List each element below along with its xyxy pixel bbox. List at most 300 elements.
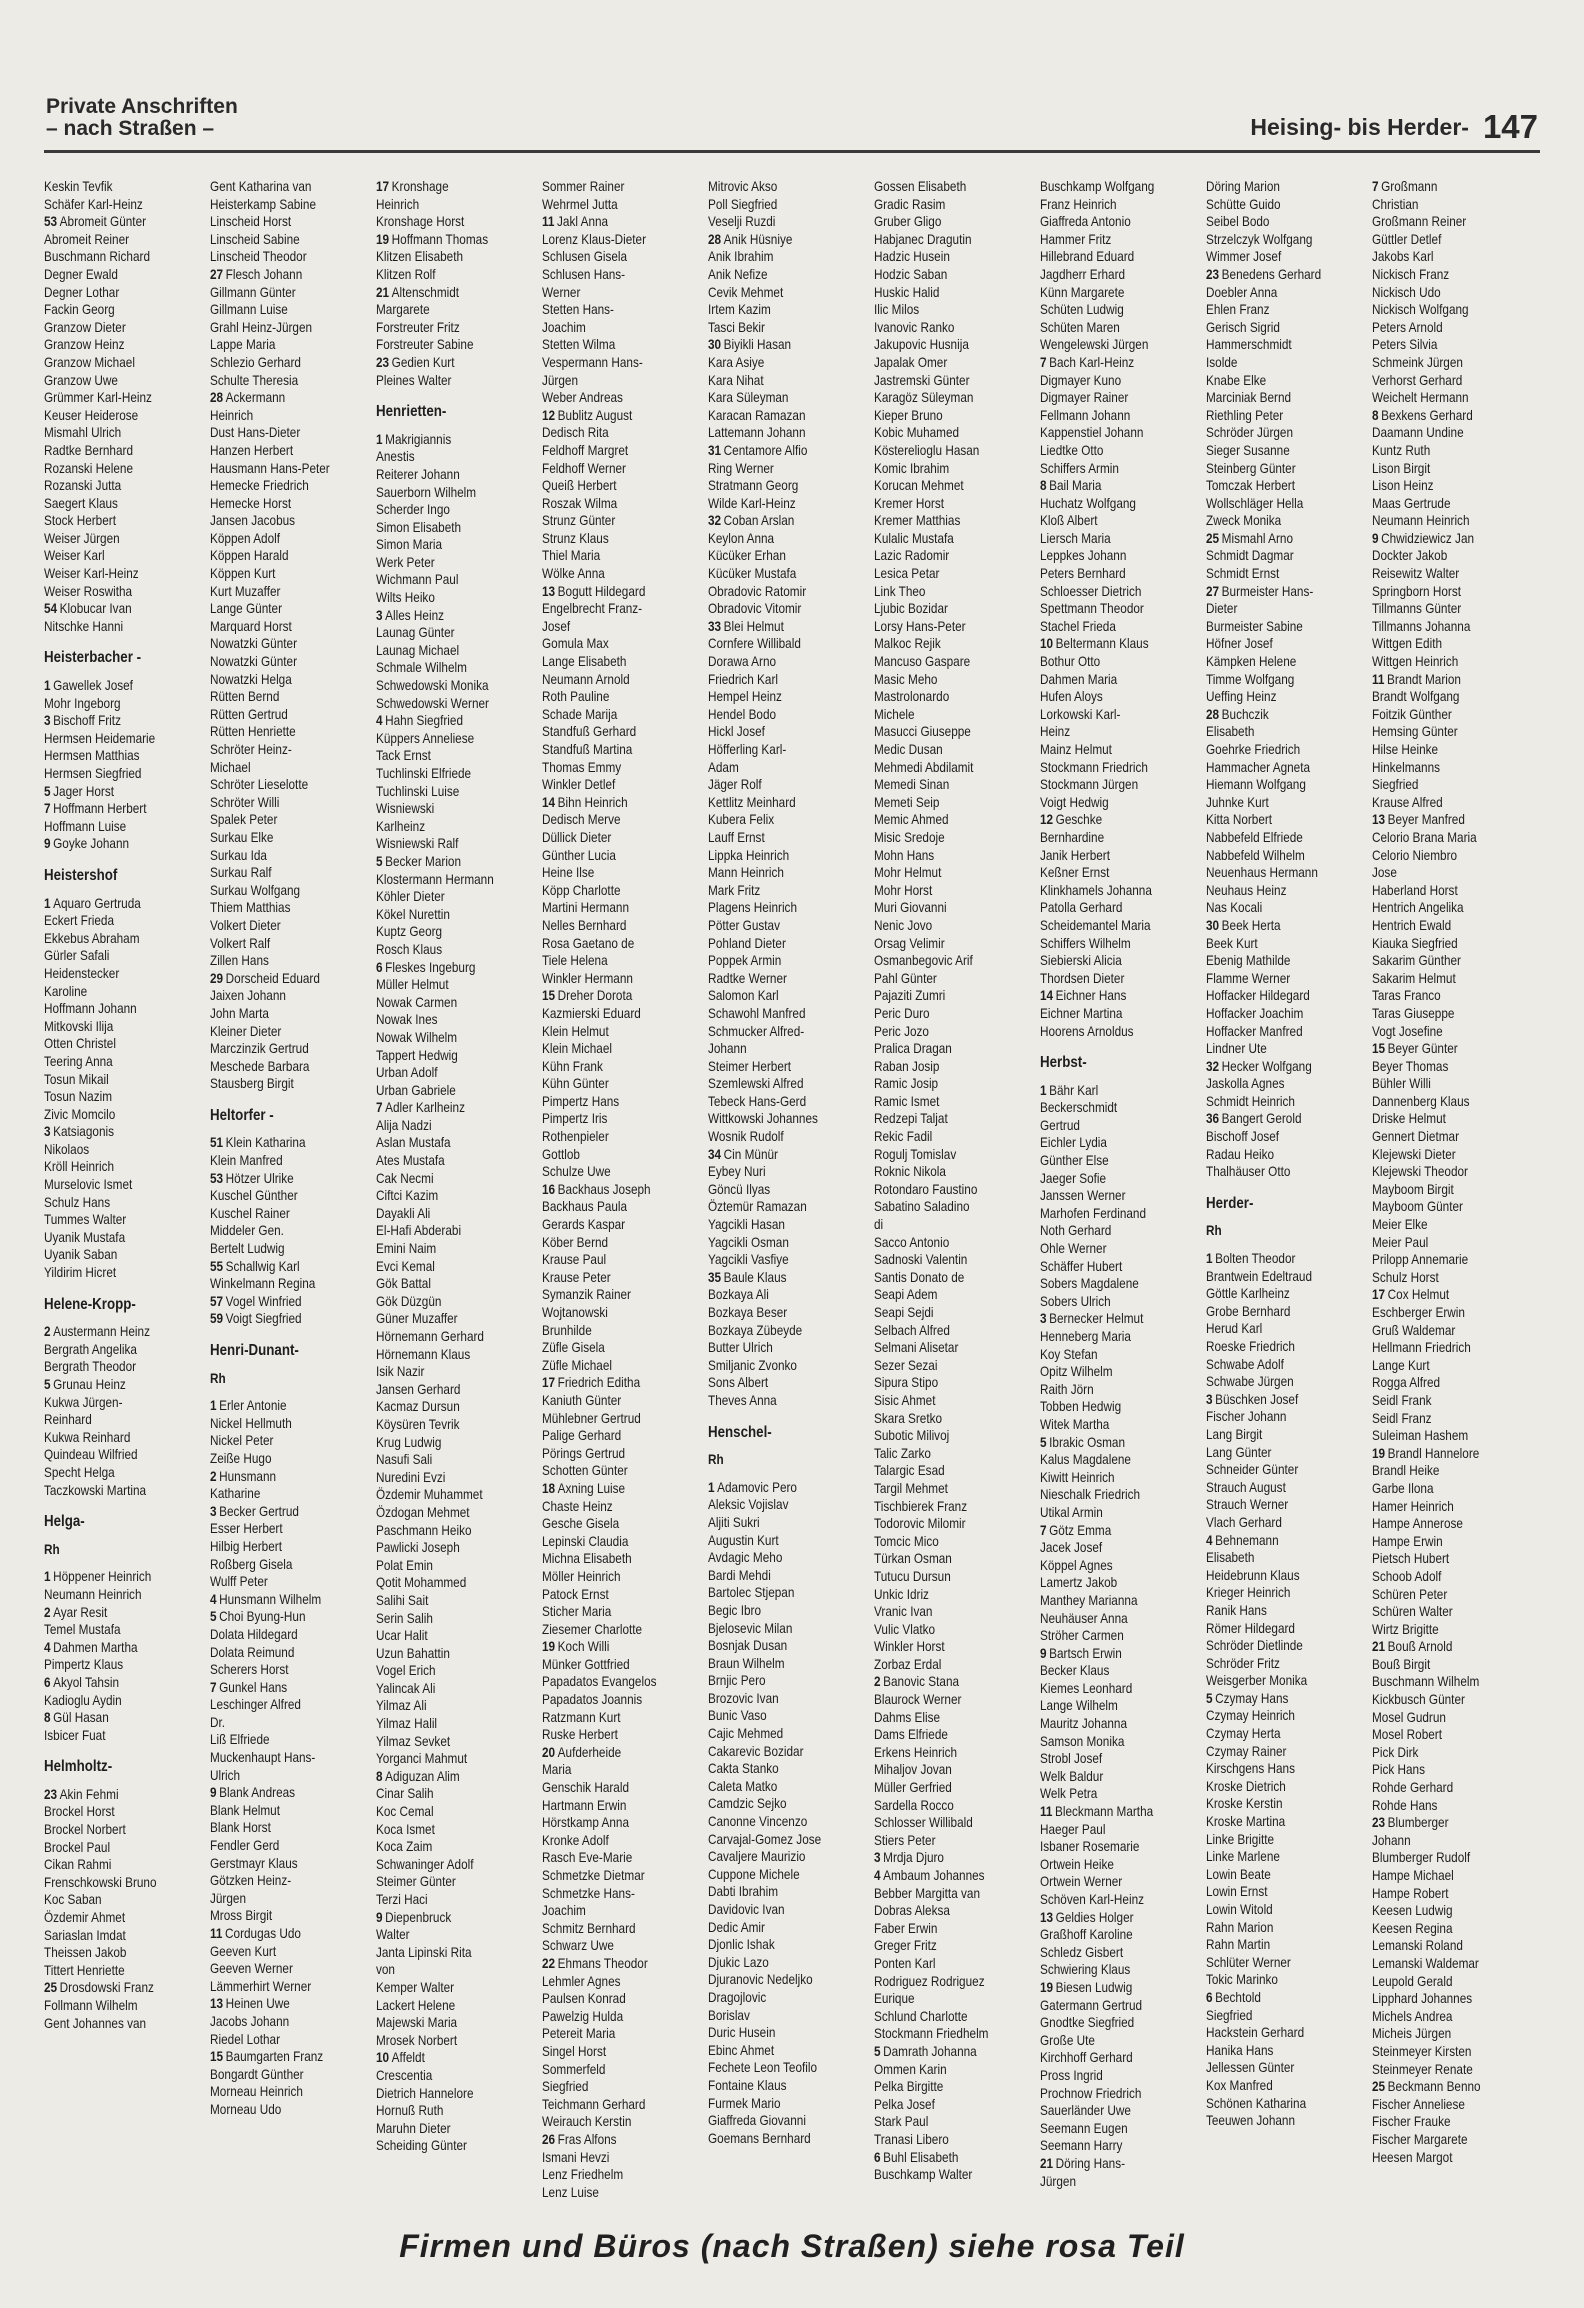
resident-entry [1372, 1709, 1513, 1727]
resident-name: John Marta [210, 1005, 269, 1021]
resident-entry [1206, 442, 1347, 460]
resident-name: Ibrakic Osman [1049, 1434, 1126, 1450]
resident-name: Hoorens Arnoldus [1040, 1023, 1134, 1039]
resident-entry [1040, 1293, 1181, 1311]
house-number: 4 [874, 1868, 881, 1883]
resident-entry [708, 407, 849, 425]
resident-name: Roth Pauline [542, 689, 610, 705]
resident-entry [874, 1128, 1015, 1146]
resident-name: Knabe Elke [1206, 372, 1267, 388]
resident-name: Friedrich Karl [708, 671, 778, 687]
resident-entry [874, 987, 1015, 1005]
resident-entry [1206, 970, 1347, 988]
resident-name: Cakta Stanko [708, 1761, 779, 1777]
resident-name: Brnjic Pero [708, 1673, 766, 1689]
resident-entry [1206, 1023, 1347, 1041]
resident-entry [210, 917, 351, 935]
resident-entry [44, 2015, 185, 2033]
resident-name: Feldhoff Werner [542, 460, 626, 476]
resident-name: Witek Martha [1040, 1416, 1110, 1432]
resident-entry [708, 847, 849, 865]
resident-entry [542, 1638, 683, 1656]
resident-entry [874, 2166, 1015, 2184]
resident-entry [708, 723, 849, 741]
resident-name: Juhnke Kurt [1206, 794, 1269, 810]
column-1 [44, 178, 185, 2202]
resident-entry [542, 864, 683, 882]
resident-name: Lorkowski Karl- [1040, 706, 1121, 722]
resident-entry [376, 1645, 517, 1663]
resident-name: Uzun Bahattin [376, 1645, 450, 1661]
resident-entry [1206, 1743, 1347, 1761]
resident-entry [1040, 688, 1181, 706]
resident-entry [708, 2095, 849, 2113]
resident-entry [874, 1374, 1015, 1392]
resident-name: Höppener Heinrich [53, 1569, 152, 1585]
house-number: 25 [44, 1980, 58, 1996]
resident-entry [1206, 336, 1347, 354]
resident-entry [874, 1832, 1015, 1850]
resident-entry [1040, 1275, 1181, 1293]
resident-entry [874, 794, 1015, 812]
resident-entry [1040, 618, 1181, 636]
house-number: 4 [1206, 1532, 1213, 1548]
resident-entry [542, 1269, 683, 1287]
resident-name: Tillmanns Günter [1372, 601, 1462, 617]
resident-entry [44, 1621, 185, 1639]
resident-entry [874, 741, 1015, 759]
resident-entry [376, 1522, 517, 1540]
resident-name: Wilts Heiko [376, 590, 435, 606]
resident-entry [708, 1602, 849, 1620]
resident-name: Maas Gertrude [1372, 495, 1451, 511]
resident-name: Seemann Eugen [1040, 2120, 1128, 2136]
resident-entry [1206, 1655, 1347, 1673]
resident-entry [1040, 1715, 1181, 1733]
resident-entry [874, 565, 1015, 583]
resident-name: Joachim [542, 319, 586, 335]
resident-name: Emini Naim [376, 1241, 437, 1257]
resident-entry [376, 1803, 517, 1821]
resident-name: Herud Karl [1206, 1321, 1263, 1337]
resident-name: Sobers Ulrich [1040, 1293, 1111, 1309]
resident-name: Hunsmann [219, 1468, 277, 1484]
resident-entry [376, 266, 517, 284]
resident-entry [874, 1322, 1015, 1340]
resident-entry [44, 1141, 185, 1159]
resident-entry [376, 1240, 517, 1258]
resident-entry [1040, 1680, 1181, 1698]
house-number: 13 [1040, 1909, 1054, 1925]
resident-entry [708, 1093, 849, 1111]
house-number: 5 [44, 783, 51, 799]
resident-name: Küppers Anneliese [376, 730, 475, 746]
resident-name: Nickisch Franz [1372, 266, 1450, 282]
resident-name: Timme Wolfgang [1206, 671, 1295, 687]
resident-entry [1206, 741, 1347, 759]
resident-entry [44, 477, 185, 495]
resident-name: Prilopp Annemarie [1372, 1252, 1469, 1268]
resident-entry [874, 1673, 1015, 1691]
resident-name: Meier Paul [1372, 1234, 1429, 1250]
resident-entry [1206, 1831, 1347, 1849]
resident-name: Buchczik [1221, 706, 1269, 722]
house-number: 14 [1040, 988, 1054, 1004]
resident-name: Camdzic Sejko [708, 1796, 787, 1812]
resident-entry [376, 589, 517, 607]
resident-name: Granzow Uwe [44, 372, 118, 388]
resident-entry [874, 829, 1015, 847]
resident-entry [210, 1485, 351, 1503]
resident-name: Kuntz Ruth [1372, 442, 1431, 458]
resident-entry [1040, 248, 1181, 266]
street-heading: Helga- [44, 1513, 85, 1531]
resident-name: Bischoff Fritz [53, 713, 121, 729]
resident-entry [44, 1727, 185, 1745]
resident-name: Welk Baldur [1040, 1768, 1104, 1784]
resident-name: Ohle Werner [1040, 1241, 1107, 1257]
resident-name: Strunz Klaus [542, 530, 609, 546]
resident-entry [1372, 407, 1513, 425]
resident-name: Krug Ludwig [376, 1434, 442, 1450]
resident-entry [542, 741, 683, 759]
resident-name: Gerards Kaspar [542, 1217, 626, 1233]
resident-entry [1040, 196, 1181, 214]
resident-name: Fras Alfons [557, 2131, 617, 2147]
resident-entry [874, 671, 1015, 689]
resident-name: Weiser Karl [44, 548, 105, 564]
resident-name: Blumberger [1387, 1815, 1449, 1831]
house-number: 11 [1372, 671, 1385, 687]
resident-entry [708, 1866, 849, 1884]
resident-entry [44, 547, 185, 565]
resident-name: Hermsen Heidemarie [44, 730, 156, 746]
resident-name: Köysüren Tevrik [376, 1416, 460, 1432]
resident-entry [708, 952, 849, 970]
resident-entry [708, 354, 849, 372]
resident-entry [708, 424, 849, 442]
resident-name: Terzi Haci [376, 1892, 428, 1907]
resident-name: Gottlob [542, 1146, 580, 1162]
resident-name: Nickel Peter [210, 1433, 274, 1449]
resident-entry [1372, 442, 1513, 460]
resident-name: Bunic Vaso [708, 1708, 767, 1724]
resident-name: Burmeister Sabine [1206, 618, 1303, 634]
resident-name: Kiwitt Heinrich [1040, 1469, 1115, 1485]
resident-name: Mohr Horst [874, 882, 933, 898]
resident-entry [1040, 2137, 1181, 2155]
resident-entry [210, 1995, 351, 2013]
resident-name: Stiers Peter [874, 1832, 936, 1848]
resident-name: Garbe Ilona [1372, 1480, 1434, 1496]
resident-entry [542, 442, 683, 460]
resident-name: Jellessen Günter [1206, 2060, 1295, 2076]
house-number: 28 [210, 390, 224, 406]
resident-entry [44, 1246, 185, 1264]
resident-name: Tutucu Dursun [874, 1568, 951, 1584]
resident-entry [376, 484, 517, 502]
resident-entry [1372, 336, 1513, 354]
resident-entry [44, 1997, 185, 2015]
resident-name: Scherers Horst [210, 1662, 289, 1678]
resident-name: Kappenstiel Johann [1040, 425, 1144, 441]
resident-name: Unkic Idriz [874, 1586, 929, 1602]
resident-entry [44, 1341, 185, 1359]
resident-entry [44, 319, 185, 337]
house-number: 21 [1040, 2155, 1054, 2171]
resident-entry [1372, 1990, 1513, 2008]
resident-entry [542, 1410, 683, 1428]
resident-entry [1040, 2085, 1181, 2103]
resident-name: Seibel Bodo [1206, 214, 1270, 230]
resident-name: Heesen Margot [1372, 2149, 1453, 2165]
resident-name: Selbach Alfred [874, 1322, 950, 1338]
resident-entry [708, 1023, 849, 1041]
resident-entry [210, 1837, 351, 1855]
resident-entry [1206, 1883, 1347, 1901]
resident-name: Schledz Gisbert [1040, 1944, 1124, 1960]
resident-name: Thordsen Dieter [1040, 970, 1125, 986]
resident-entry [1372, 1691, 1513, 1709]
resident-entry [874, 1234, 1015, 1252]
resident-entry [1372, 1427, 1513, 1445]
resident-entry [542, 1023, 683, 1041]
resident-name: Gnodtke Siegfried [1040, 2015, 1135, 2031]
resident-name: Mark Fritz [708, 882, 761, 898]
resident-entry [44, 965, 185, 983]
resident-name: Wosnik Rudolf [708, 1129, 784, 1145]
resident-entry [874, 776, 1015, 794]
resident-entry [1206, 1672, 1347, 1690]
resident-entry [376, 1539, 517, 1557]
house-number: 7 [210, 1679, 217, 1695]
resident-name: Steinmeyer Renate [1372, 2061, 1473, 2077]
resident-entry [44, 1000, 185, 1018]
resident-entry [708, 1304, 849, 1322]
resident-name: di [874, 1217, 884, 1233]
house-number: 2 [874, 1674, 881, 1690]
resident-name: Masucci Giuseppe [874, 724, 971, 740]
resident-name: Hoffmann Thomas [391, 231, 489, 247]
resident-entry [1040, 1873, 1181, 1891]
resident-name: Cajic Mehmed [708, 1726, 784, 1742]
resident-name: Wengelewski Jürgen [1040, 337, 1149, 353]
resident-name: Geeven Kurt [210, 1943, 277, 1959]
resident-name: Blaurock Werner [874, 1692, 962, 1708]
resident-entry [44, 1411, 185, 1429]
resident-entry [708, 1251, 849, 1269]
resident-name: Zweck Monika [1206, 513, 1282, 529]
resident-entry [210, 829, 351, 847]
resident-entry [1372, 1128, 1513, 1146]
resident-entry [1040, 1785, 1181, 1803]
resident-entry [874, 196, 1015, 214]
resident-entry [1372, 1744, 1513, 1762]
resident-name: Utikal Armin [1040, 1504, 1103, 1520]
resident-entry [874, 635, 1015, 653]
resident-entry [210, 1450, 351, 1468]
resident-name: Möller Heinrich [542, 1568, 621, 1584]
resident-entry [1372, 1304, 1513, 1322]
resident-name: Hinkelmanns [1372, 759, 1441, 775]
resident-name: Maria [542, 1762, 572, 1778]
resident-name: Roknic Nikola [874, 1164, 946, 1180]
resident-name: Lauff Ernst [708, 829, 765, 845]
resident-name: Sobers Magdalene [1040, 1276, 1139, 1292]
house-number: 5 [210, 1609, 217, 1625]
resident-entry [1372, 460, 1513, 478]
resident-name: Klein Manfred [210, 1153, 283, 1169]
resident-name: Kökel Nurettin [376, 906, 450, 922]
house-number: 3 [874, 1850, 881, 1866]
resident-name: Jansen Jacobus [210, 513, 296, 529]
resident-entry [376, 835, 517, 853]
resident-name: Sisic Ahmet [874, 1392, 936, 1408]
resident-name: Muri Giovanni [874, 900, 947, 916]
resident-entry [376, 871, 517, 889]
resident-entry [1372, 1163, 1513, 1181]
resident-name: Coban Arslan [723, 513, 795, 529]
resident-name: Lehmler Agnes [542, 1973, 621, 1989]
resident-name: Vogel Erich [376, 1663, 436, 1679]
resident-name: Marciniak Bernd [1206, 390, 1292, 406]
resident-name: Dams Elfriede [874, 1727, 948, 1743]
resident-entry [708, 882, 849, 900]
resident-name: Kazmierski Eduard [542, 1005, 641, 1021]
resident-name: Zillen Hans [210, 953, 269, 969]
resident-name: Kara Süleyman [708, 390, 789, 406]
resident-name: Rosch Klaus [376, 941, 443, 957]
resident-entry [708, 213, 849, 231]
resident-name: Mitrovic Akso [708, 179, 778, 194]
resident-entry [376, 372, 517, 390]
resident-entry [542, 2131, 683, 2149]
resident-entry [1040, 1574, 1181, 1592]
resident-name: Rütten Henriette [210, 724, 296, 740]
resident-entry [1206, 1725, 1347, 1743]
resident-entry [708, 1655, 849, 1673]
resident-name: Schäffer Hubert [1040, 1258, 1123, 1274]
house-number: 19 [542, 1639, 556, 1655]
resident-name: Tiele Helena [542, 953, 608, 969]
resident-entry [708, 671, 849, 689]
resident-name: Tappert Hedwig [376, 1047, 458, 1063]
page-number: 147 [1482, 108, 1538, 145]
resident-entry [44, 424, 185, 442]
resident-name: Braun Wilhelm [708, 1655, 785, 1671]
resident-name: Schmeink Jürgen [1372, 354, 1463, 370]
resident-name: Fleskes Ingeburg [385, 959, 476, 975]
resident-entry [1040, 952, 1181, 970]
resident-name: Dockter Jakob [1372, 548, 1448, 564]
resident-entry [1372, 1638, 1513, 1656]
resident-entry [542, 1973, 683, 1991]
resident-entry [708, 248, 849, 266]
resident-entry [1040, 1610, 1181, 1628]
resident-entry [376, 888, 517, 906]
resident-entry [1372, 882, 1513, 900]
resident-name: Lipphard Johannes [1372, 1991, 1473, 2007]
resident-name: Adiguzan Alim [385, 1768, 460, 1784]
resident-name: Hellmann Friedrich [1372, 1340, 1471, 1356]
resident-name: Hoffmann Luise [44, 818, 127, 834]
resident-name: Bozkaya Ali [708, 1287, 769, 1303]
resident-name: Celorio Niembro [1372, 847, 1458, 863]
resident-entry [1206, 1936, 1347, 1954]
resident-entry [542, 2184, 683, 2202]
resident-entry [210, 635, 351, 653]
resident-entry [542, 495, 683, 513]
resident-name: Lange Elisabeth [542, 654, 627, 670]
resident-entry [1206, 2042, 1347, 2060]
resident-entry [542, 231, 683, 249]
resident-name: Schulz Hans [44, 1194, 111, 1210]
resident-name: Greger Fritz [874, 1938, 937, 1954]
resident-name: Quindeau Wilfried [44, 1447, 138, 1463]
resident-name: Weisgerber Monika [1206, 1673, 1308, 1689]
resident-name: Pimpertz Iris [542, 1111, 608, 1127]
resident-entry [1206, 1760, 1347, 1778]
resident-name: Rozanski Jutta [44, 478, 122, 494]
resident-entry [44, 1229, 185, 1247]
resident-entry [1206, 688, 1347, 706]
resident-name: Michels Andrea [1372, 2008, 1453, 2024]
resident-name: Wirtz Brigitte [1372, 1621, 1439, 1637]
resident-name: Krause Paul [542, 1252, 607, 1268]
resident-entry [542, 2043, 683, 2061]
resident-name: Hackstein Gerhard [1206, 2025, 1305, 2041]
resident-entry [708, 1883, 849, 1901]
resident-name: Wittgen Edith [1372, 636, 1443, 652]
resident-name: Hendel Bodo [708, 706, 777, 722]
resident-name: Rothenpieler [542, 1129, 609, 1145]
resident-name: Elisabeth [1206, 1550, 1255, 1566]
resident-entry [542, 1603, 683, 1621]
resident-entry [542, 1533, 683, 1551]
resident-name: Biesen Ludwig [1055, 1979, 1133, 1995]
resident-name: Kobic Muhamed [874, 425, 960, 441]
resident-entry [44, 1962, 185, 1980]
resident-name: Friedrich Editha [557, 1375, 641, 1391]
resident-name: Schütte Guido [1206, 196, 1281, 212]
resident-name: Baumgarten Franz [225, 2049, 324, 2065]
resident-entry [1372, 1920, 1513, 1938]
resident-entry [708, 1936, 849, 1954]
resident-name: Eichner Hans [1055, 988, 1127, 1004]
resident-name: Strauch August [1206, 1479, 1286, 1495]
resident-name: Kröll Heinrich [44, 1159, 114, 1175]
resident-name: Gesche Gisela [542, 1516, 620, 1532]
resident-entry [44, 1106, 185, 1124]
resident-name: Ueffing Heinz [1206, 689, 1277, 705]
resident-entry [1206, 266, 1347, 284]
resident-entry [542, 653, 683, 671]
resident-name: Bergrath Angelika [44, 1341, 137, 1357]
resident-entry [708, 460, 849, 478]
resident-entry [874, 284, 1015, 302]
house-number: 34 [708, 1146, 722, 1162]
resident-entry [542, 319, 683, 337]
resident-entry [874, 864, 1015, 882]
resident-entry [376, 1275, 517, 1293]
resident-name: Mohn Hans [874, 847, 935, 863]
resident-entry [542, 776, 683, 794]
resident-entry [1040, 407, 1181, 425]
resident-name: Ehmans Theodor [557, 1955, 648, 1971]
resident-entry [874, 1744, 1015, 1762]
resident-name: Kaniuth Günter [542, 1392, 622, 1408]
resident-entry [376, 1504, 517, 1522]
